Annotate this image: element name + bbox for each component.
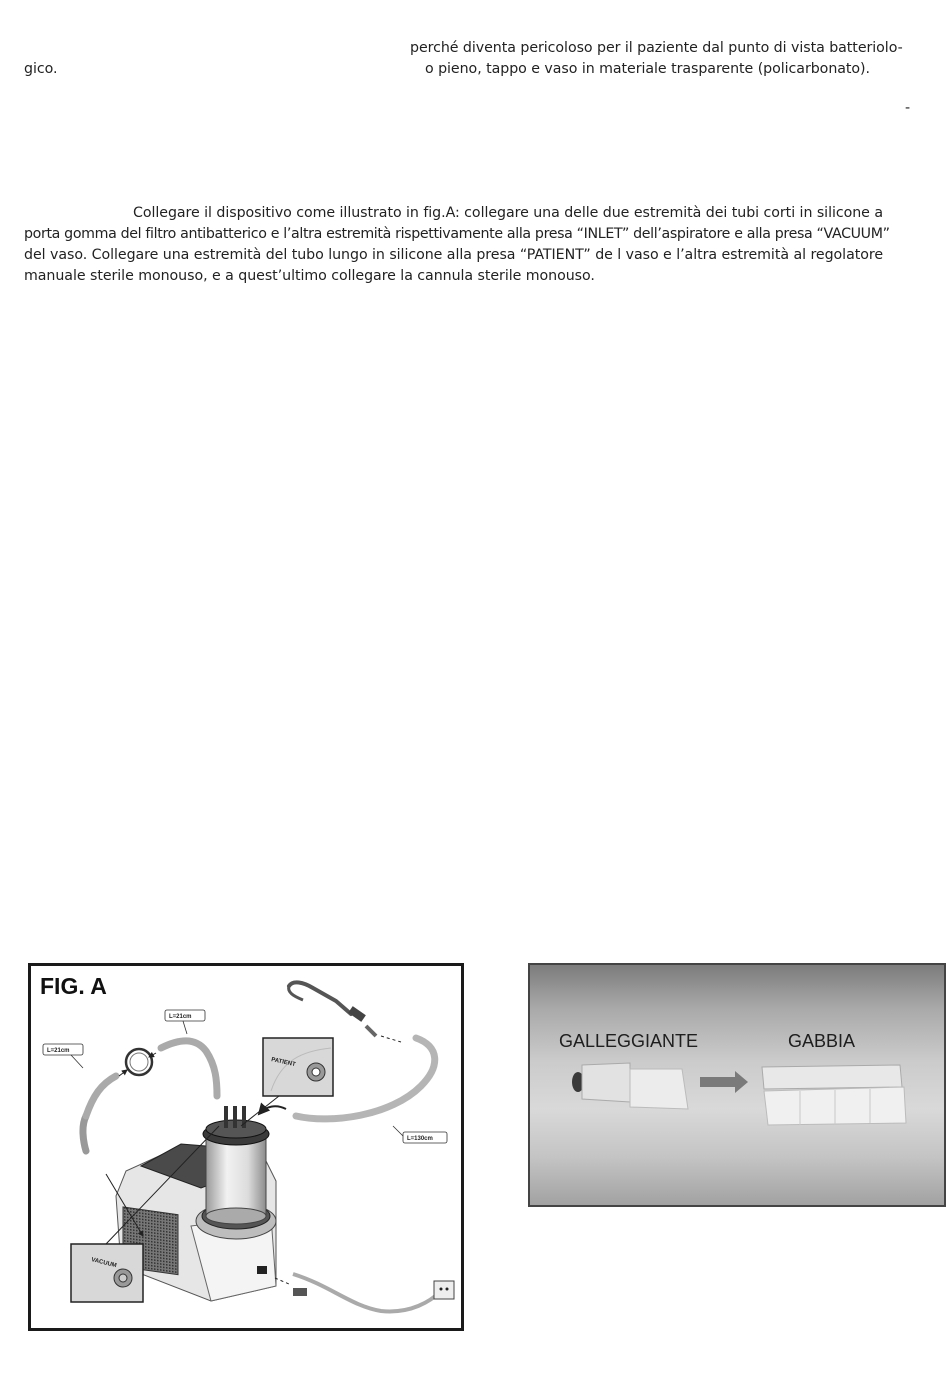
instruction-line-3: del vaso. Collegare una estremità del tubo lungo in silicone alla presa “PATIENT” de l vaso e l’altra estremità al regolatore — [24, 247, 884, 263]
intro-line-2-right: o pieno, tappo e vaso in materiale trasparente (policarbonato). — [425, 61, 870, 77]
intro-line-2-left: gico. — [24, 61, 58, 77]
photo-label-float: GALLEGGIANTE — [559, 1031, 699, 1051]
figure-a-title: FIG. A — [40, 973, 107, 999]
instruction-line-4: manuale sterile monouso, e a quest’ultimo collegare la cannula sterile monouso. — [24, 268, 595, 284]
figure-a — [28, 963, 464, 1331]
inset-patient-label: PATIENT — [270, 1057, 297, 1069]
float-cage-photo — [528, 963, 946, 1207]
tube-label-left: L=21cm — [47, 1048, 70, 1054]
inset-vacuum-label: VACUUM — [90, 1257, 118, 1270]
aspirator-diagram — [31, 966, 461, 1328]
intro-dash: - — [905, 100, 911, 116]
instruction-line-1: Collegare il dispositivo come illustrato in fig.A: collegare una delle due estremità dei tubi corti in silicone a — [133, 205, 883, 221]
instruction-line-2: porta gomma del filtro antibatterico e l’altra estremità rispettivamente alla presa “INLET” dell’aspiratore e alla presa “VACUUM” — [24, 226, 890, 242]
tube-label-long: L=130cm — [407, 1136, 433, 1142]
float-cage-illustration — [530, 965, 944, 1205]
photo-label-cage: GABBIA — [788, 1031, 856, 1051]
tube-label-top: L=21cm — [169, 1014, 192, 1020]
intro-line-1: perché diventa pericoloso per il paziente dal punto di vista batteriolo- — [410, 40, 903, 56]
